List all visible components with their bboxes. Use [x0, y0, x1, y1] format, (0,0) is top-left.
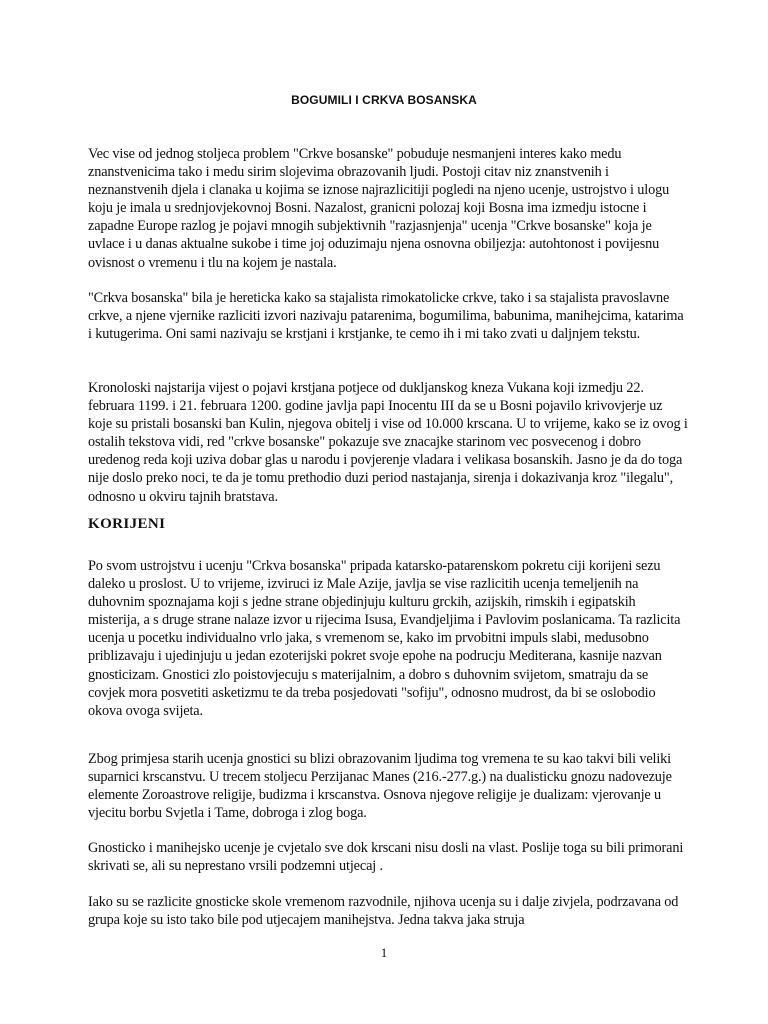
paragraph-roots: Po svom ustrojstvu i ucenju "Crkva bosanska" pripada katarsko-patarenskom pokretu ciji korijeni sezu daleko u proslost. U to vrijeme, izviruci iz Male Azije, javlja se vise razlicitih ucenja temeljenih na duhovnim spoznajama koji s jedne strane objedinjuju kulturu grckih, azijskih, rimskih i egipatskih misterija, a s druge strane nalaze izvor u rijecima Isusa, Evandjeljima i Pavlovim poslanicama. Ta razlicita ucenja u pocetku individualno vrlo jaka, s vremenom se, kako im prvobitni impuls slabi, medusobno priblizavaju i ujedinjuju u jedan ezoterijski pokret svoje epohe na podrucju Mediterana, kasnije nazvan gnosticizam. Gnostici zlo poistovjecuju s materijalnim, a dobro s duhovnim svijetom, smatraju da se covjek mora posvetiti asketizmu te da treba posjedovati "sofiju", odnosno mudrost, da bi se oslobodio okova ovoga svijeta.	[88, 558, 681, 719]
document-title: BOGUMILI I CRKVA BOSANSKA	[291, 93, 477, 107]
paragraph-manichaean: Gnosticko i manihejsko ucenje je cvjetalo sve dok krscani nisu dosli na vlast. Poslije toga su bili primorani skrivati se, ali su neprestano vrsili podzemni utjecaj .	[88, 840, 684, 875]
paragraph-gnostics: Zbog primjesa starih ucenja gnostici su blizi obrazovanim ljudima tog vremena te su kao takvi bili veliki suparnici krscanstvu. U trecem stoljecu Perzijanac Manes (216.-277.g.) na dualisticku gnozu nadovezuje elemente Zoroastrove religije, budizma i krscanstva. Osnova njegove religije je dualizam: vjerovanje u vjecitu borbu Svjetla i Tame, dobroga i zlog boga.	[88, 751, 672, 822]
paragraph-heretical: "Crkva bosanska" bila je hereticka kako sa stajalista rimokatolicke crkve, tako i sa stajalista pravoslavne crkve, a njene vjernike razliciti izvori nazivaju patarenima, bogumilima, babunima, manihejcima, katarima i kutugerima. Oni sami nazivaju se krstjani i krstjanke, te cemo ih i mi tako zvati u daljnjem tekstu.	[88, 290, 684, 343]
paragraph-chronology: Kronoloski najstarija vijest o pojavi krstjana potjece od dukljanskog kneza Vukana koji izmedju 22. februara 1199. i 21. februara 1200. godine javlja papi Inocentu III da se u Bosni pojavilo krivovjerje uz koje su pristali bosanski ban Kulin, njegova obitelj i vise od 10.000 krscana. U to vrijeme, kako se iz ovog i ostalih tekstova vidi, red "crkve bosanske" pokazuje sve znacajke starinom vec posvecenog i dobro uredenog reda koji uziva dobar glas u narodu i povjerenje vladara i velikasa bosanskih. Jasno je da do toga nije doslo preko noci, te da je tomu prethodio duzi period nastajanja, sirenja i dokazivanja kroz "ilegalu", odnosno u okviru tajnih bratstava.	[88, 380, 688, 505]
paragraph-intro: Vec vise od jednog stoljeca problem "Crkve bosanske" pobuduje nesmanjeni interes kako medu znanstvenicima tako i medu sirim slojevima obrazovanih ljudi. Postoji citav niz znanstvenih i neznanstvenih djela i clanaka u kojima se iznose najrazlicitiji pogledi na njeno ucenje, ustrojstvo i ulogu koju je imala u srednjovjekovnoj Bosni. Nazalost, granicni polozaj koji Bosna ima izmedju istocne i zapadne Europe razlog je pojavi mnogih subjektivnih "razjasnjenja" ucenja "Crkve bosanske" koja je uvlace i u danas aktualne sukobe i time joj oduzimaju njena osnovna obiljezja: autohtonost i povijesnu ovisnost o vremenu i tlu na kojem je nastala.	[88, 146, 670, 271]
paragraph-schools: Iako su se razlicite gnosticke skole vremenom razvodnile, njihova ucenja su i dalje zivjela, podrzavana od grupa koje su isto tako bile pod utjecajem manihejstva. Jedna takva jaka struja	[88, 894, 679, 929]
page-number: 1	[380, 945, 388, 960]
section-heading-korijeni: KORIJENI	[88, 516, 166, 532]
